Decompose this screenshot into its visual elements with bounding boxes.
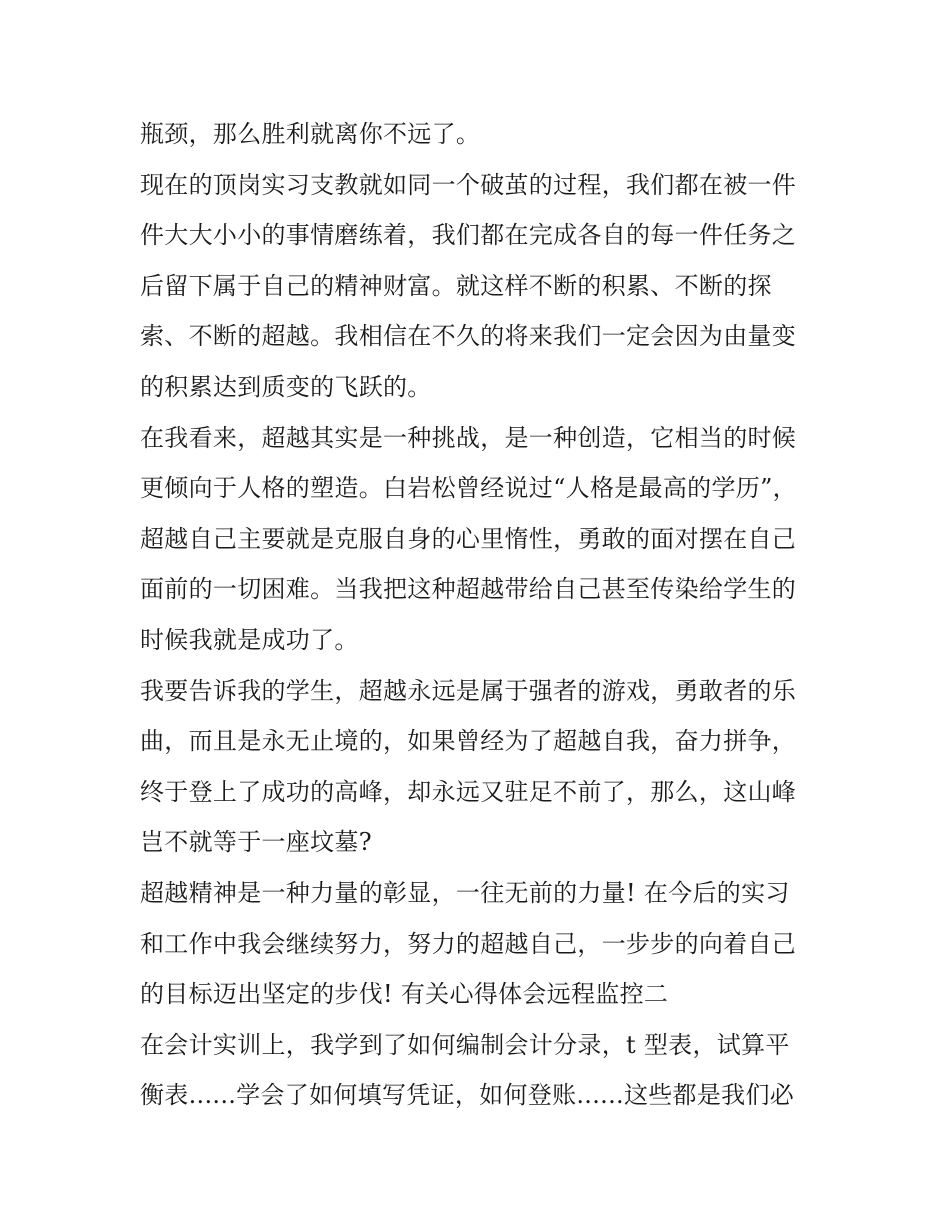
text-line: 在会计实训上，我学到了如何编制会计分录，t 型表，试算平	[140, 1030, 790, 1059]
text-line: 超越精神是一种力量的彰显，一往无前的力量! 在今后的实习	[140, 878, 790, 907]
text-line: 我要告诉我的学生，超越永远是属于强者的游戏，勇敢者的乐	[140, 676, 797, 705]
text-line: 曲，而且是永无止境的，如果曾经为了超越自我，奋力拼争，	[140, 727, 797, 756]
text-line: 衡表......学会了如何填写凭证，如何登账......这些都是我们必	[140, 1081, 795, 1110]
text-line: 更倾向于人格的塑造。白岩松曾经说过“人格是最高的学历”，	[140, 474, 797, 503]
text-line: 瓶颈，那么胜利就离你不远了。	[140, 120, 481, 148]
text-line: 索、不断的超越。我相信在不久的将来我们一定会因为由量变	[140, 322, 797, 351]
text-line: 现在的顶岗实习支教就如同一个破茧的过程，我们都在被一件	[140, 170, 797, 199]
text-line: 件大大小小的事情磨练着，我们都在完成各自的每一件任务之	[140, 221, 797, 250]
text-line: 后留下属于自己的精神财富。就这样不断的积累、不断的探	[140, 271, 772, 300]
text-line: 时候我就是成功了。	[140, 625, 359, 654]
text-line: 的目标迈出坚定的步伐! 有关心得体会远程监控二	[140, 980, 669, 1009]
text-line: 超越自己主要就是克服自身的心里惰性，勇敢的面对摆在自己	[140, 524, 797, 553]
text-line: 的积累达到质变的飞跃的。	[140, 372, 432, 401]
text-line: 面前的一切困难。当我把这种超越带给自己甚至传染给学生的	[140, 575, 797, 604]
text-line: 在我看来，超越其实是一种挑战，是一种创造，它相当的时候	[140, 423, 797, 452]
text-line: 岂不就等于一座坟墓?	[140, 828, 372, 857]
document-body	[140, 109, 830, 1121]
text-line: 和工作中我会继续努力，努力的超越自己，一步步的向着自己	[140, 929, 797, 958]
text-line: 终于登上了成功的高峰，却永远又驻足不前了，那么，这山峰	[140, 777, 797, 806]
